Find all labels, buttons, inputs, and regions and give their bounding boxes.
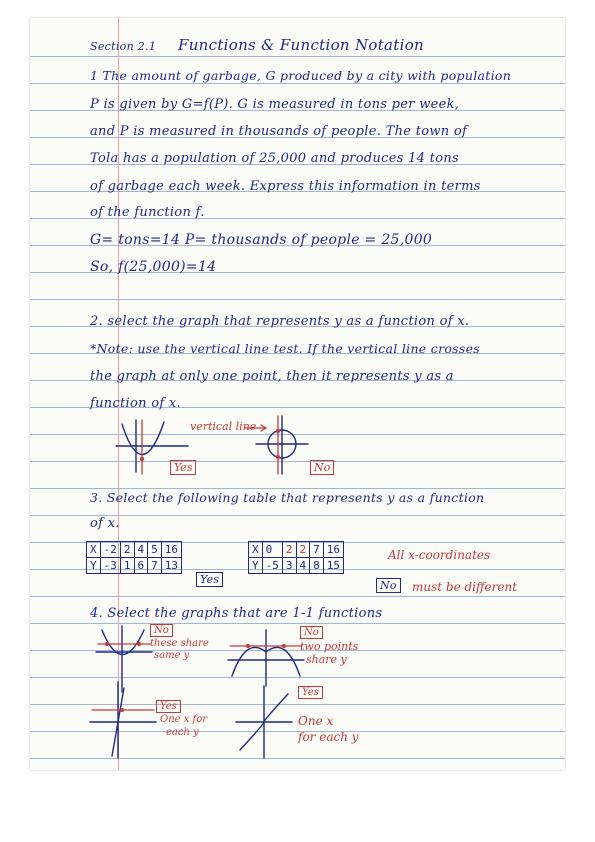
graph4-answer: Yes [298, 686, 323, 699]
table-cell: 16 [323, 542, 343, 558]
table-2 [248, 541, 344, 574]
table-row [249, 542, 344, 558]
graph2-answer: No [300, 626, 323, 639]
graph3-note: each y [166, 727, 199, 738]
graph2-note: two points [300, 640, 359, 653]
table-cell: 16 [161, 542, 181, 558]
problem1-line: of garbage each week. Express this information in terms [90, 179, 481, 194]
table-header-cell: X [249, 542, 263, 558]
section-label: Section 2.1 [90, 40, 157, 53]
table-cell: 5 [148, 542, 162, 558]
table2-answer: No [376, 578, 401, 593]
problem3-line: 3. Select the following table that represents y as a function [90, 490, 485, 505]
table-row [87, 542, 182, 558]
table-cell: 13 [161, 558, 181, 574]
problem2-note-line: the graph at only one point, then it represents y as a [90, 369, 454, 384]
page-title: Functions & Function Notation [178, 36, 424, 54]
table-cell: 0 [262, 542, 282, 558]
problem1-line: 1 The amount of garbage, G produced by a city with population [90, 68, 512, 83]
table-header-cell: Y [249, 558, 263, 574]
table-cell: 7 [310, 542, 324, 558]
problem2-note-line: *Note: use the vertical line test. If the vertical line crosses [90, 341, 481, 356]
problem4-title: 4. Select the graphs that are 1-1 functions [90, 606, 383, 621]
graph4-note: One x [298, 714, 334, 728]
graph2-note: share y [306, 653, 347, 666]
table-cell: 8 [310, 558, 324, 574]
table-cell: -5 [262, 558, 282, 574]
table-cell: 1 [120, 558, 134, 574]
table-cell: 6 [134, 558, 148, 574]
problem1-line: Tola has a population of 25,000 and produces 14 tons [90, 151, 459, 166]
problem2-note-line: function of x. [90, 396, 181, 411]
graph3-note: One x for [160, 714, 208, 725]
table1-answer: Yes [196, 572, 223, 587]
table-note-line1: All x-coordinates [388, 548, 491, 562]
graph-4 [234, 684, 294, 760]
answer-no: No [310, 460, 334, 475]
table-cell: 4 [134, 542, 148, 558]
problem1-line: and P is measured in thousands of people. The town of [90, 124, 468, 139]
graph-3 [88, 680, 158, 760]
table-cell: -2 [100, 542, 120, 558]
graph4-note: for each y [298, 730, 359, 744]
table-row [87, 558, 182, 574]
graph1-note: these share [150, 638, 209, 649]
table-cell: 2 [296, 542, 310, 558]
table-cell: 15 [323, 558, 343, 574]
problem2-line: 2. select the graph that represents y as a function of x. [90, 314, 470, 329]
table-cell: -3 [100, 558, 120, 574]
table-cell: 7 [148, 558, 162, 574]
table-note-line2: must be different [412, 580, 518, 594]
answer-yes: Yes [170, 460, 196, 475]
graph3-answer: Yes [156, 700, 181, 713]
problem1-line: of the function f. [90, 205, 205, 220]
vertical-line-annotation: vertical line [190, 420, 257, 433]
graph1-answer: No [150, 624, 173, 637]
table-cell: 2 [120, 542, 134, 558]
table-header-cell: Y [87, 558, 101, 574]
graph-2 [226, 628, 306, 688]
table-header-cell: X [87, 542, 101, 558]
table-1 [86, 541, 182, 574]
problem3-line: of x. [90, 516, 120, 531]
table-row [249, 558, 344, 574]
problem1-answer: So, f(25,000)=14 [90, 259, 217, 275]
problem1-line: P is given by G=f(P). G is measured in tons per week, [90, 97, 460, 112]
table-cell: 3 [282, 558, 296, 574]
table-cell: 4 [296, 558, 310, 574]
problem1-work-line: G= tons=14 P= thousands of people = 25,000 [90, 232, 433, 248]
graph1-note: same y [154, 650, 190, 661]
circle-graph [254, 414, 310, 476]
table-cell: 2 [282, 542, 296, 558]
